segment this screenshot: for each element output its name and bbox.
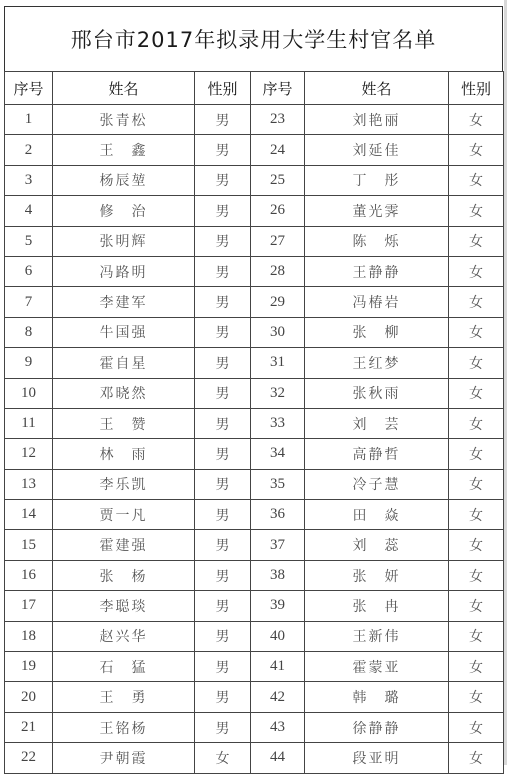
gender-cell: 女: [449, 287, 504, 317]
name-cell: 徐静静: [305, 712, 449, 742]
gender-cell: 女: [449, 378, 504, 408]
number-cell: 1: [5, 105, 53, 135]
name-cell: 冷子慧: [305, 469, 449, 499]
name-cell: 冯椿岩: [305, 287, 449, 317]
name-cell: 石 猛: [53, 652, 195, 682]
name-cell: 刘艳丽: [305, 105, 449, 135]
name-cell: 李建军: [53, 287, 195, 317]
number-cell: 39: [251, 591, 305, 621]
number-cell: 10: [5, 378, 53, 408]
gender-cell: 男: [195, 591, 251, 621]
gender-cell: 女: [449, 408, 504, 438]
name-cell: 韩 璐: [305, 682, 449, 712]
table-row: [5, 226, 504, 256]
gender-cell: 女: [449, 743, 504, 773]
number-cell: 6: [5, 256, 53, 286]
name-cell: 尹朝霞: [53, 743, 195, 773]
number-cell: 12: [5, 439, 53, 469]
table-row: [5, 682, 504, 712]
number-cell: 28: [251, 256, 305, 286]
name-cell: 张青松: [53, 105, 195, 135]
name-cell: 王 勇: [53, 682, 195, 712]
number-cell: 22: [5, 743, 53, 773]
table-row: [5, 378, 504, 408]
number-cell: 18: [5, 621, 53, 651]
number-cell: 38: [251, 560, 305, 590]
number-cell: 31: [251, 348, 305, 378]
name-cell: 张 杨: [53, 560, 195, 590]
number-cell: 36: [251, 500, 305, 530]
table-row: [5, 135, 504, 165]
gender-cell: 男: [195, 105, 251, 135]
gender-cell: 男: [195, 348, 251, 378]
gender-cell: 男: [195, 408, 251, 438]
gender-cell: 男: [195, 226, 251, 256]
gender-cell: 男: [195, 621, 251, 651]
name-cell: 丁 彤: [305, 165, 449, 195]
name-cell: 邓晓然: [53, 378, 195, 408]
table-row: [5, 439, 504, 469]
table-row: [5, 196, 504, 226]
header-name-right: 姓名: [305, 72, 449, 105]
name-cell: 张 妍: [305, 560, 449, 590]
gender-cell: 男: [195, 317, 251, 347]
name-cell: 张 柳: [305, 317, 449, 347]
gender-cell: 女: [449, 105, 504, 135]
number-cell: 40: [251, 621, 305, 651]
gender-cell: 男: [195, 135, 251, 165]
gender-cell: 男: [195, 165, 251, 195]
number-cell: 21: [5, 712, 53, 742]
gender-cell: 男: [195, 500, 251, 530]
name-cell: 田 焱: [305, 500, 449, 530]
table-row: [5, 621, 504, 651]
gender-cell: 男: [195, 560, 251, 590]
gender-cell: 女: [449, 135, 504, 165]
number-cell: 37: [251, 530, 305, 560]
name-cell: 王 鑫: [53, 135, 195, 165]
number-cell: 35: [251, 469, 305, 499]
gender-cell: 男: [195, 256, 251, 286]
gender-cell: 女: [449, 196, 504, 226]
name-cell: 修 治: [53, 196, 195, 226]
gender-cell: 男: [195, 469, 251, 499]
name-cell: 赵兴华: [53, 621, 195, 651]
number-cell: 9: [5, 348, 53, 378]
number-cell: 7: [5, 287, 53, 317]
number-cell: 4: [5, 196, 53, 226]
table-row: [5, 591, 504, 621]
table-row: [5, 712, 504, 742]
number-cell: 20: [5, 682, 53, 712]
name-cell: 霍建强: [53, 530, 195, 560]
gender-cell: 女: [449, 317, 504, 347]
number-cell: 5: [5, 226, 53, 256]
gender-cell: 女: [449, 500, 504, 530]
gender-cell: 女: [449, 530, 504, 560]
page-title: 邢台市2017年拟录用大学生村官名单: [4, 6, 503, 71]
number-cell: 15: [5, 530, 53, 560]
name-cell: 李乐凯: [53, 469, 195, 499]
number-cell: 8: [5, 317, 53, 347]
gender-cell: 女: [449, 165, 504, 195]
number-cell: 3: [5, 165, 53, 195]
header-gender-right: 性别: [449, 72, 504, 105]
name-cell: 王 赞: [53, 408, 195, 438]
number-cell: 24: [251, 135, 305, 165]
header-gender-left: 性别: [195, 72, 251, 105]
gender-cell: 女: [449, 652, 504, 682]
number-cell: 41: [251, 652, 305, 682]
table-row: [5, 652, 504, 682]
number-cell: 43: [251, 712, 305, 742]
number-cell: 27: [251, 226, 305, 256]
number-cell: 17: [5, 591, 53, 621]
table-row: [5, 530, 504, 560]
table-header-row: [5, 72, 504, 105]
name-cell: 林 雨: [53, 439, 195, 469]
name-cell: 霍蒙亚: [305, 652, 449, 682]
name-cell: 霍自星: [53, 348, 195, 378]
name-cell: 张秋雨: [305, 378, 449, 408]
number-cell: 11: [5, 408, 53, 438]
table-row: [5, 408, 504, 438]
name-cell: 贾一凡: [53, 500, 195, 530]
table-row: [5, 469, 504, 499]
name-cell: 王红梦: [305, 348, 449, 378]
table-row: [5, 743, 504, 773]
number-cell: 13: [5, 469, 53, 499]
header-name-left: 姓名: [53, 72, 195, 105]
name-cell: 张 冉: [305, 591, 449, 621]
number-cell: 42: [251, 682, 305, 712]
number-cell: 14: [5, 500, 53, 530]
number-cell: 33: [251, 408, 305, 438]
roster-sheet: [4, 6, 503, 774]
name-cell: 刘延佳: [305, 135, 449, 165]
name-cell: 牛国强: [53, 317, 195, 347]
name-cell: 董光霁: [305, 196, 449, 226]
name-cell: 王静静: [305, 256, 449, 286]
gender-cell: 女: [449, 439, 504, 469]
table-row: [5, 287, 504, 317]
gender-cell: 男: [195, 378, 251, 408]
gender-cell: 男: [195, 530, 251, 560]
gender-cell: 女: [449, 256, 504, 286]
gender-cell: 男: [195, 196, 251, 226]
name-cell: 冯路明: [53, 256, 195, 286]
name-cell: 陈 烁: [305, 226, 449, 256]
gender-cell: 女: [195, 743, 251, 773]
number-cell: 30: [251, 317, 305, 347]
table-row: [5, 500, 504, 530]
header-number-left: 序号: [5, 72, 53, 105]
name-cell: 王铭杨: [53, 712, 195, 742]
header-number-right: 序号: [251, 72, 305, 105]
name-cell: 王新伟: [305, 621, 449, 651]
gender-cell: 女: [449, 682, 504, 712]
gender-cell: 女: [449, 226, 504, 256]
gender-cell: 女: [449, 560, 504, 590]
gender-cell: 女: [449, 469, 504, 499]
gender-cell: 女: [449, 591, 504, 621]
gender-cell: 男: [195, 712, 251, 742]
number-cell: 2: [5, 135, 53, 165]
roster-table: [4, 71, 504, 774]
name-cell: 杨辰堃: [53, 165, 195, 195]
name-cell: 段亚明: [305, 743, 449, 773]
number-cell: 16: [5, 560, 53, 590]
name-cell: 张明辉: [53, 226, 195, 256]
gender-cell: 男: [195, 287, 251, 317]
gender-cell: 女: [449, 621, 504, 651]
gender-cell: 男: [195, 682, 251, 712]
name-cell: 刘 芸: [305, 408, 449, 438]
name-cell: 李聪琰: [53, 591, 195, 621]
number-cell: 23: [251, 105, 305, 135]
table-row: [5, 165, 504, 195]
gender-cell: 男: [195, 439, 251, 469]
number-cell: 25: [251, 165, 305, 195]
number-cell: 34: [251, 439, 305, 469]
number-cell: 44: [251, 743, 305, 773]
number-cell: 32: [251, 378, 305, 408]
number-cell: 19: [5, 652, 53, 682]
table-row: [5, 560, 504, 590]
gender-cell: 女: [449, 348, 504, 378]
table-row: [5, 105, 504, 135]
table-row: [5, 348, 504, 378]
table-row: [5, 317, 504, 347]
gender-cell: 女: [449, 712, 504, 742]
name-cell: 高静哲: [305, 439, 449, 469]
table-row: [5, 256, 504, 286]
name-cell: 刘 蕊: [305, 530, 449, 560]
gender-cell: 男: [195, 652, 251, 682]
number-cell: 29: [251, 287, 305, 317]
number-cell: 26: [251, 196, 305, 226]
